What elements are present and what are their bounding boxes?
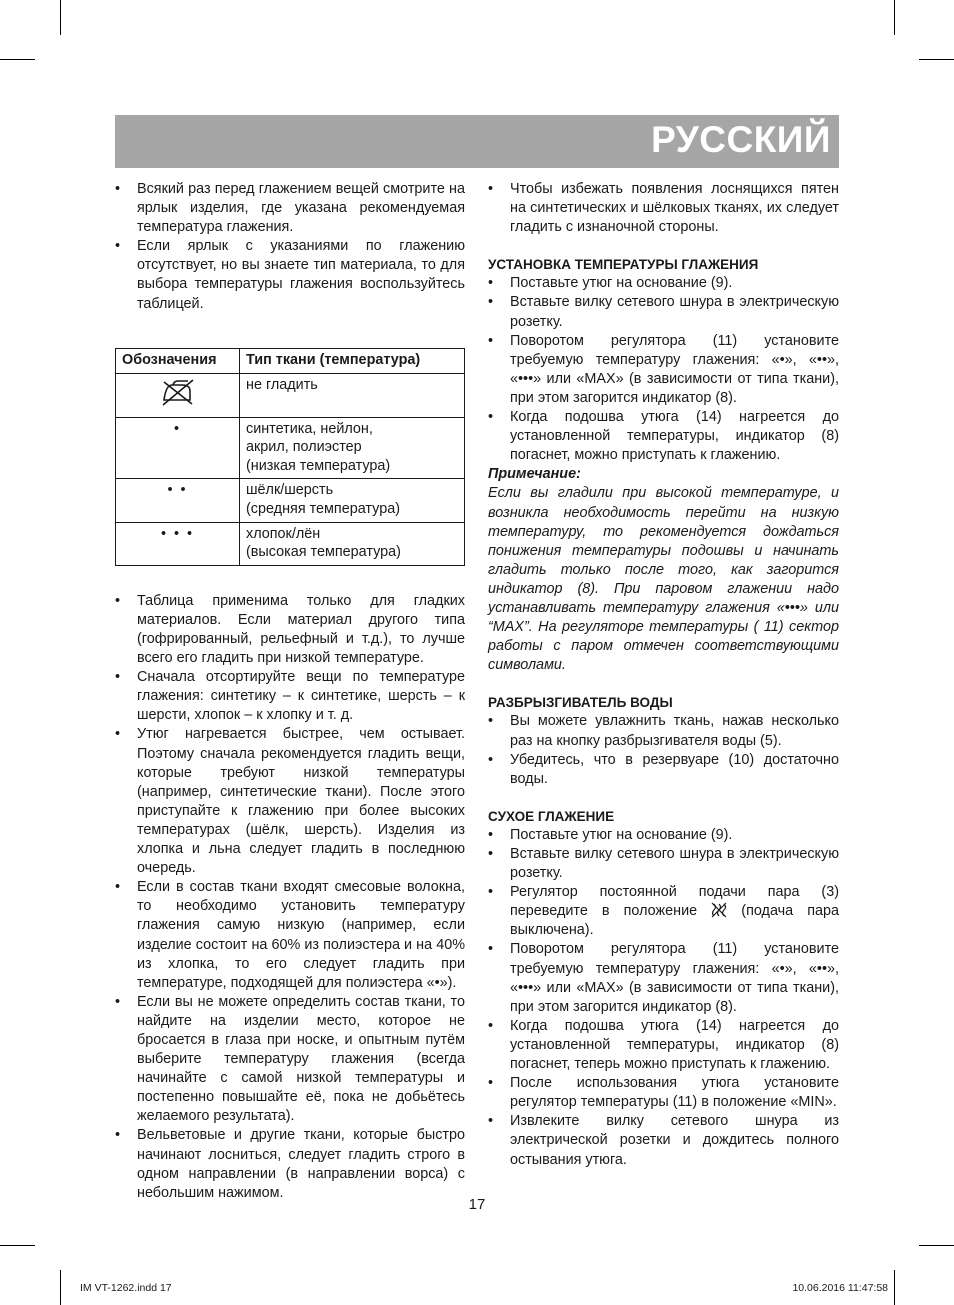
footer-file-info: IM VT-1262.indd 17 bbox=[80, 1282, 172, 1294]
list-item: • Всякий раз перед глажением вещей смотрите на ярлык изделия, где указана рекомендуемая температура глажения. bbox=[115, 180, 465, 237]
table-header-row bbox=[116, 348, 465, 373]
no-iron-icon bbox=[160, 378, 196, 408]
list-item: • Чтобы избежать появления лоснящихся пятен на синтетических и шёлковых тканях, их следует гладить с изнаночной стороны. bbox=[488, 180, 839, 237]
list-item: • Поставьте утюг на основание (9). bbox=[488, 274, 839, 293]
table-row bbox=[116, 522, 465, 565]
table-header-symbols: Обозначения bbox=[116, 348, 240, 373]
crop-mark bbox=[894, 0, 895, 35]
table-cell-symbol: • • • bbox=[116, 522, 240, 565]
crop-mark bbox=[0, 59, 35, 60]
steam-bullet-text-before: Регулятор постоянной подачи пара (3) переведите в положение bbox=[510, 884, 839, 920]
list-item: • После использования утюга установите регулятор температуры (11) в положение «MIN». bbox=[488, 1074, 839, 1112]
list-item: • Поворотом регулятора (11) установите требуемую температуру глажения: «•», «••», «•••» или «MAX» (в зависимости от типа ткани), при этом загорится индикатор (8). bbox=[488, 940, 839, 1016]
fabric-line: не гладить bbox=[246, 376, 318, 393]
table-cell-fabric bbox=[240, 417, 465, 479]
crop-mark bbox=[919, 59, 954, 60]
note-title: Примечание: bbox=[488, 466, 581, 483]
fabric-line: (средняя температура) bbox=[246, 501, 401, 518]
table-row bbox=[116, 373, 465, 417]
left-column bbox=[115, 180, 465, 1203]
table-cell-symbol bbox=[116, 373, 240, 417]
note-text: Если вы гладили при высокой температуре, и возникла необходимость перейти на низкую температуру, то рекомендуется дождаться понижения температуры подошвы и начинать гладить только после того, как загорится индикатор (8). При паровом глажении надо устанавливать температуру глажения «•••» или “MAX”. На регуляторе температуры ( 11) сектор работы с паром отмечен соответствующими символами. bbox=[488, 485, 839, 674]
language-title: РУССКИЙ bbox=[651, 119, 831, 160]
dry-ironing-bullet-list bbox=[488, 826, 839, 1170]
crop-mark bbox=[894, 1270, 895, 1305]
list-item: • Поставьте утюг на основание (9). bbox=[488, 826, 839, 845]
steam-bullet-text-after: (подача пара выключена). bbox=[510, 903, 840, 939]
list-item: • Когда подошва утюга (14) нагреется до установленной температуры, индикатор (8) погаснет, можно приступать к глажению. bbox=[488, 408, 839, 465]
temperature-bullet-list bbox=[488, 274, 839, 465]
fabric-line: синтетика, нейлон, bbox=[246, 420, 373, 437]
list-item: • Извлеките вилку сетевого шнура из электрической розетки и дождитесь полного остывания утюга. bbox=[488, 1112, 839, 1169]
list-item: • Таблица применима только для гладких материалов. Если материал другого типа (гофрированный, рельефный и т.д.), то лучше всего его гладить при низкой температуре. bbox=[115, 592, 465, 668]
crop-mark bbox=[60, 0, 61, 35]
fabric-line: шёлк/шерсть bbox=[246, 482, 334, 499]
list-item: • Вельветовые и другие ткани, которые быстро начинают лосниться, следует гладить строго в одном направлении (в направлении ворса) с небольшим нажимом. bbox=[115, 1126, 465, 1202]
fabric-temperature-table bbox=[115, 348, 465, 566]
list-item: • Вы можете увлажнить ткань, нажав несколько раз на кнопку разбрызгивателя воды (5). bbox=[488, 712, 839, 750]
table-cell-symbol: • bbox=[116, 417, 240, 479]
fabric-line: (низкая температура) bbox=[246, 457, 391, 474]
steam-off-icon bbox=[711, 902, 727, 918]
list-item: • Вставьте вилку сетевого шнура в электрическую розетку. bbox=[488, 845, 839, 883]
list-item: • Когда подошва утюга (14) нагреется до установленной температуры, индикатор (8) погаснет, теперь можно приступать к глажению. bbox=[488, 1017, 839, 1074]
fabric-line: (высокая температура) bbox=[246, 544, 401, 561]
ironing-tips-list bbox=[115, 592, 465, 1203]
page-number: 17 bbox=[468, 1196, 486, 1213]
crop-mark bbox=[60, 1270, 61, 1305]
table-row bbox=[116, 417, 465, 479]
list-item: • Утюг нагревается быстрее, чем остывает. Поэтому сначала рекомендуется гладить вещи, которые требуют низкой температуры (например, синтетические ткани). После этого приступайте к глажению при более высоких температурах (шёлк, шерсть). Изделия из хлопка и льна следует гладить в последнюю очередь. bbox=[115, 725, 465, 878]
footer-datetime: 10.06.2016 11:47:58 bbox=[792, 1282, 888, 1294]
list-item: • Если вы не можете определить состав ткани, то найдите на изделии место, которое не бросается в глаза при носке, и опытным путём выберите температуру глажения (всегда начинайте с самой низкой температуры и постепенно повышайте её, пока не добьётесь желаемого результата). bbox=[115, 993, 465, 1127]
list-item bbox=[488, 883, 839, 940]
table-cell-fabric bbox=[240, 373, 465, 417]
intro-bullet-list bbox=[115, 180, 465, 314]
list-item: • Сначала отсортируйте вещи по температуре глажения: синтетику – к синтетике, шерсть – к шерсти, хлопок – к хлопку и т. д. bbox=[115, 668, 465, 725]
top-bullet-list bbox=[488, 180, 839, 237]
right-column bbox=[488, 180, 839, 1170]
table-cell-fabric bbox=[240, 479, 465, 522]
list-item: • Если в состав ткани входят смесовые волокна, то необходимо установить температуру глажения самую низкую (например, если изделие состоит на 60% из полиэстера и на 40% из хлопка, то его следует гладить при температуре, подходящей для полиэстера «•»). bbox=[115, 878, 465, 993]
list-item: • Поворотом регулятора (11) установите требуемую температуру глажения: «•», «••», «•••» или «MAX» (в зависимости от типа ткани), при этом загорится индикатор (8). bbox=[488, 332, 839, 408]
spray-bullet-list bbox=[488, 712, 839, 788]
fabric-line: хлопок/лён bbox=[246, 525, 321, 542]
table-header-fabric: Тип ткани (температура) bbox=[240, 348, 465, 373]
language-header-bar bbox=[115, 115, 839, 168]
list-item: • Если ярлык с указаниями по глажению отсутствует, но вы знаете тип материала, то для выбора температуры глажения воспользуйтесь таблицей. bbox=[115, 237, 465, 313]
table-row bbox=[116, 479, 465, 522]
crop-mark bbox=[919, 1245, 954, 1246]
section-title-temperature: УСТАНОВКА ТЕМПЕРАТУРЫ ГЛАЖЕНИЯ bbox=[488, 257, 759, 273]
table-cell-symbol: • • bbox=[116, 479, 240, 522]
crop-mark bbox=[0, 1245, 35, 1246]
list-item: • Убедитесь, что в резервуаре (10) достаточно воды. bbox=[488, 751, 839, 789]
section-title-spray: РАЗБРЫЗГИВАТЕЛЬ ВОДЫ bbox=[488, 695, 673, 711]
fabric-line: акрил, полиэстер bbox=[246, 439, 362, 456]
section-title-dry-ironing: СУХОЕ ГЛАЖЕНИЕ bbox=[488, 808, 615, 824]
table-cell-fabric bbox=[240, 522, 465, 565]
list-item: • Вставьте вилку сетевого шнура в электрическую розетку. bbox=[488, 293, 839, 331]
